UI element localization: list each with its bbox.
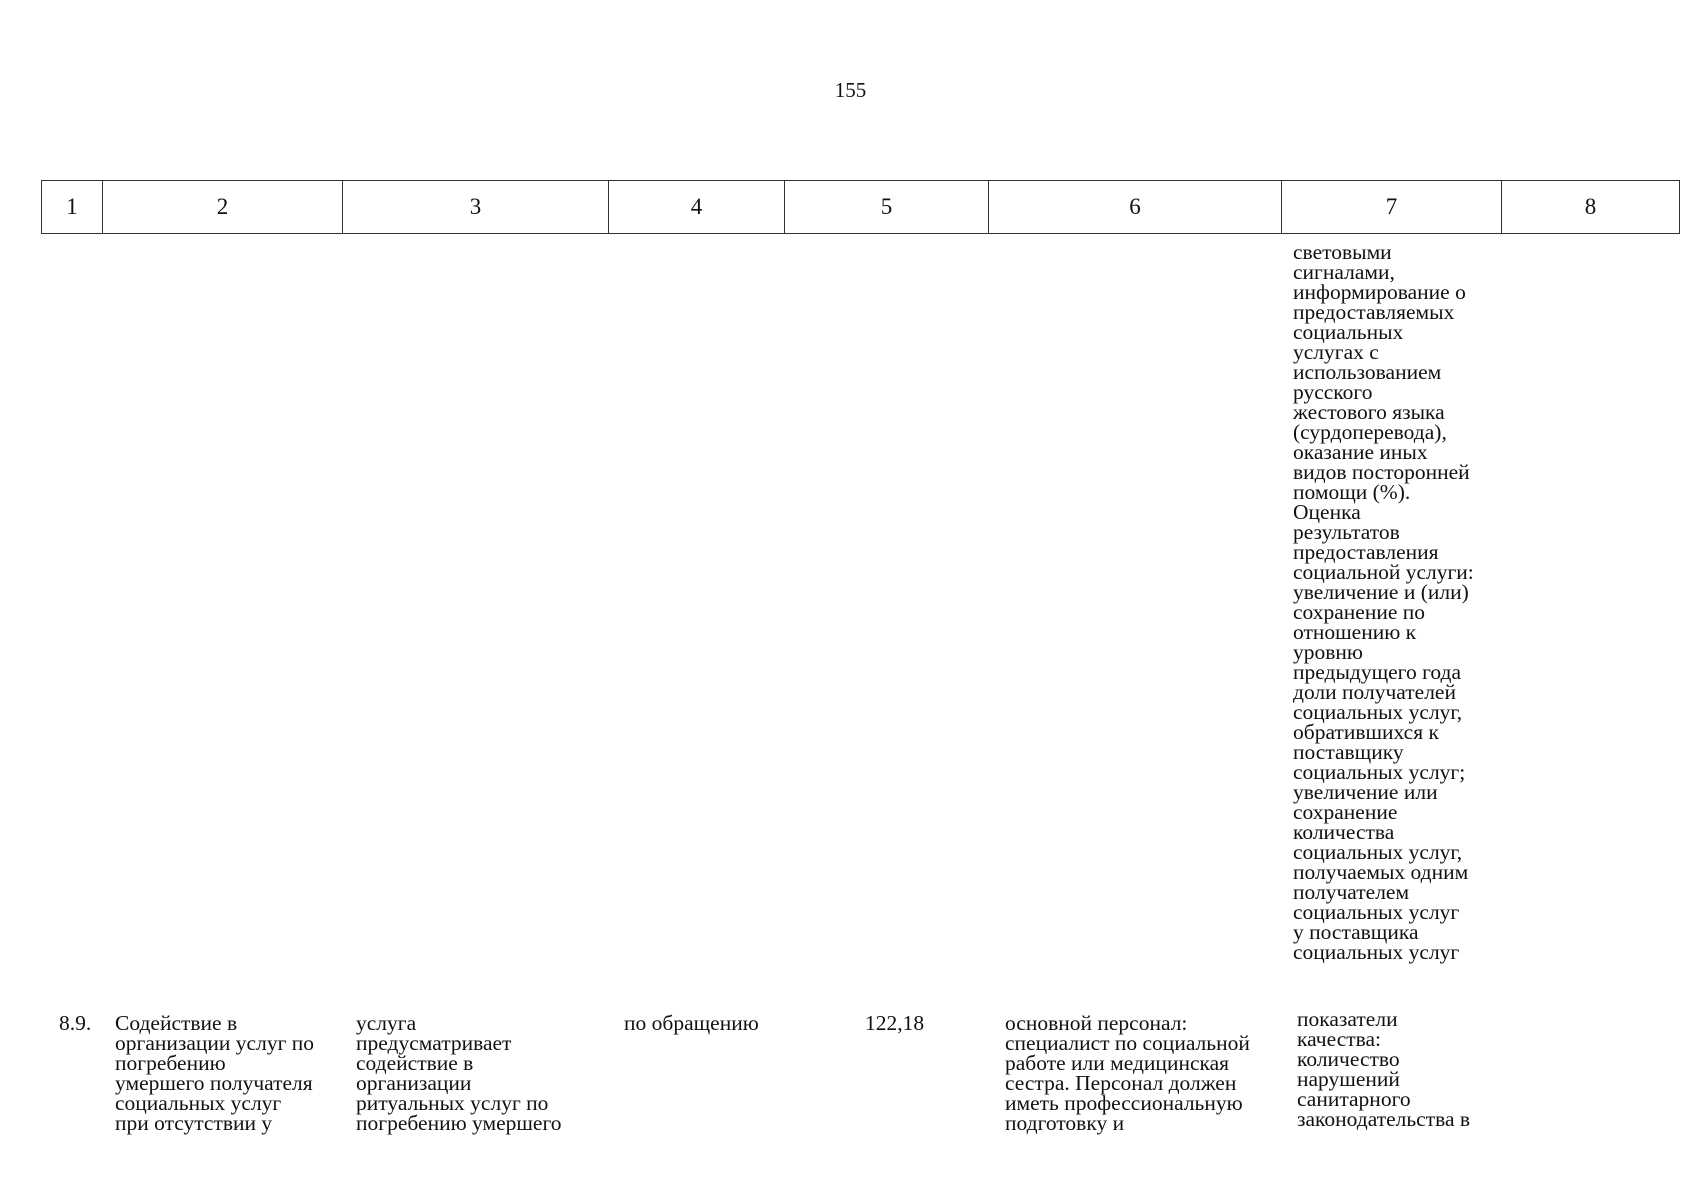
header-cell-5: 5 [785, 181, 989, 234]
row-number: 8.9. [59, 1011, 92, 1035]
header-cell-4: 4 [609, 181, 785, 234]
page-number: 155 [834, 78, 867, 102]
column-number-header [41, 180, 1680, 234]
header-cell-6: 6 [989, 181, 1282, 234]
service-name: Содействие в организации услуг по погребению умершего получателя социальных услуг при отсутствии у [115, 1011, 315, 1135]
service-description: услуга предусматривает содействие в организации ритуальных услуг по погребению умершего [356, 1011, 562, 1135]
service-frequency: по обращению [624, 1011, 759, 1035]
continued-quality-indicators: световыми сигналами, информирование о предоставляемых социальных услугах с использованием русского жестового языка (сурдоперевода), оказание иных видов посторонней помощи (%). Оценка результатов предоставления социальной услуги: увеличение и (или) сохранение по отношению к уровню предыдущего года доли получателей социальных услуг, обратившихся к поставщику социальных услуг; увеличение или сохранение количества социальных услуг, получаемых одним получателем социальных услуг у поставщика социальных услуг [1293, 240, 1474, 964]
header-cell-8: 8 [1502, 181, 1680, 234]
header-cell-7: 7 [1282, 181, 1502, 234]
header-cell-3: 3 [343, 181, 609, 234]
header-row [42, 181, 1680, 234]
quality-indicators: показатели качества: количество нарушений санитарного законодательства в [1297, 1007, 1471, 1131]
service-tariff: 122,18 [865, 1011, 925, 1035]
staff-requirements: основной персонал: специалист по социальной работе или медицинская сестра. Персонал должен иметь профессиональную подготовку и [1005, 1011, 1250, 1135]
header-cell-1: 1 [42, 181, 103, 234]
header-cell-2: 2 [103, 181, 343, 234]
